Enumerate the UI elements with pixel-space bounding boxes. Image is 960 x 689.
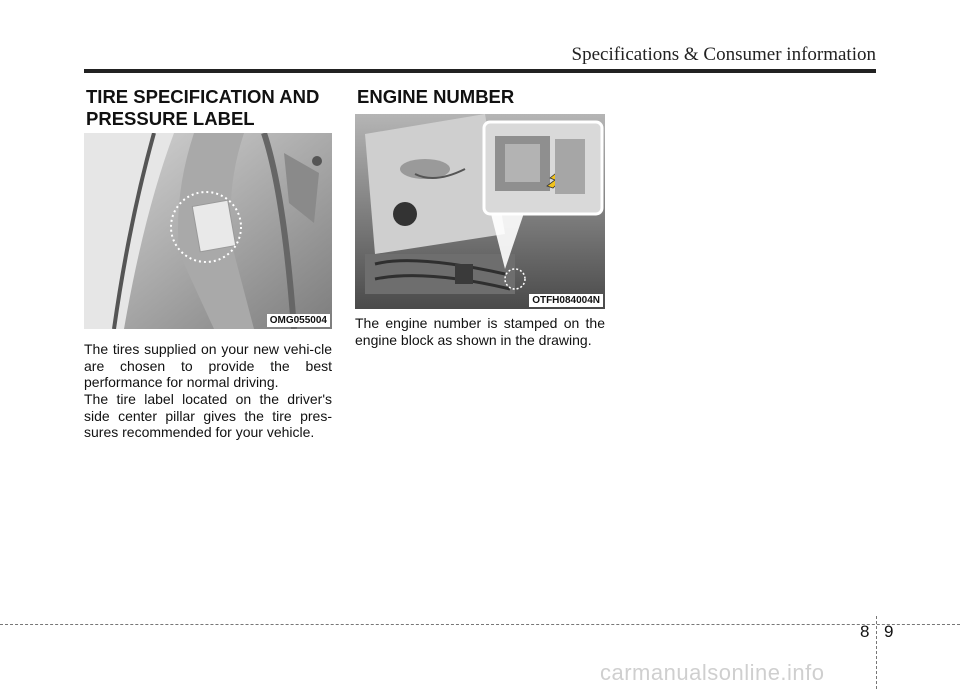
tire-paragraph-1: The tires supplied on your new vehi-cle are chosen to provide the best performance for normal driving. bbox=[84, 341, 332, 390]
header-rule bbox=[84, 69, 876, 73]
page-divider bbox=[876, 616, 877, 689]
engine-section-title: ENGINE NUMBER bbox=[357, 86, 515, 107]
tire-title-line1: TIRE SPECIFICATION AND bbox=[86, 86, 320, 107]
engine-illustration bbox=[355, 114, 605, 309]
engine-photo-code: OTFH084004N bbox=[529, 294, 603, 307]
page-number: 9 bbox=[884, 622, 894, 641]
engine-paragraph: The engine number is stamped on the engine block as shown in the drawing. bbox=[355, 315, 605, 348]
header-title: Specifications & Consumer information bbox=[571, 44, 876, 65]
footer-rule bbox=[0, 624, 960, 625]
tire-label-photo bbox=[84, 133, 332, 329]
tire-section-title bbox=[86, 86, 319, 130]
tire-title-line2: PRESSURE LABEL bbox=[86, 108, 255, 129]
tire-photo-code: OMG055004 bbox=[267, 314, 330, 327]
watermark: carmanualsonline.info bbox=[600, 660, 825, 685]
engine-number-photo bbox=[355, 114, 605, 309]
tire-paragraph-2: The tire label located on the driver's side center pillar gives the tire pres-sures recommended for your vehicle. bbox=[84, 391, 332, 440]
chapter-number: 8 bbox=[860, 622, 870, 641]
tire-label-illustration bbox=[84, 133, 332, 329]
